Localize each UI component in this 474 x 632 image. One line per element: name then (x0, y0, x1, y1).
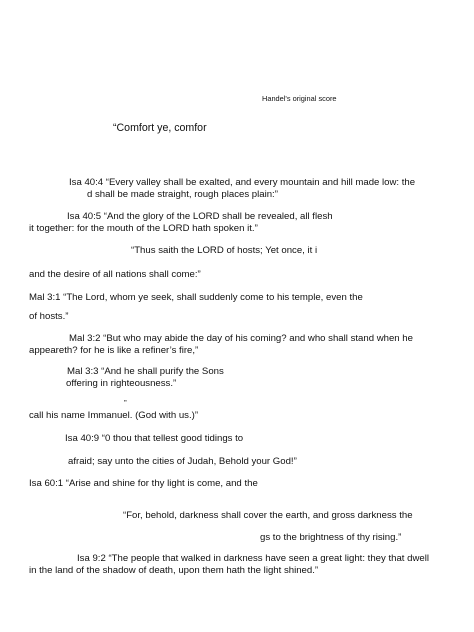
text-line-isa-60-1: Isa 60:1 “Arise and shine for thy light is come, and the (29, 478, 258, 489)
text-line-mal-3-3: Mal 3:3 “And he shall purify the Sons (67, 366, 224, 377)
text-line-isa-40-9: Isa 40:9 “0 thou that tellest good tidings to (65, 433, 244, 444)
text-line-isa-9-2-cont: in the land of the shadow of death, upon them hath the light shined.” (29, 565, 319, 576)
text-line-brightness: gs to the brightness of thy rising.” (260, 532, 402, 543)
text-line-judah: afraid; say unto the cities of Judah, Behold your God!” (68, 456, 297, 467)
text-line-mal-3-1-cont: of hosts.” (29, 311, 69, 322)
text-line-darkness: “For, behold, darkness shall cover the earth, and gross darkness the (123, 510, 413, 521)
text-line-isa-40-4-cont: d shall be made straight, rough places plain:” (87, 189, 278, 200)
text-line-isa-40-4: Isa 40:4 “Every valley shall be exalted, and every mountain and hill made low: the (69, 177, 416, 188)
text-line-immanuel: call his name Immanuel. (God with us.)” (29, 410, 199, 421)
document-header: Handel's original score (262, 94, 337, 103)
text-line-mal-3-2-cont: appeareth? for he is like a refiner’s fire,” (29, 345, 199, 356)
text-line-mal-3-1: Mal 3:1 “The Lord, whom ye seek, shall suddenly come to his temple, even the (29, 292, 363, 303)
text-line-isa-40-5: Isa 40:5 “And the glory of the LORD shall be revealed, all flesh (67, 211, 333, 222)
text-line-mal-3-3-cont: offering in righteousness.” (66, 378, 177, 389)
text-line-isa-40-5-cont: it together: for the mouth of the LORD hath spoken it.” (29, 223, 258, 234)
text-line-mal-3-2: Mal 3:2 “But who may abide the day of his coming? and who shall stand when he (69, 333, 413, 344)
text-line-desire: and the desire of all nations shall come:” (29, 269, 201, 280)
text-line-hosts: “Thus saith the LORD of hosts; Yet once, it i (131, 245, 318, 256)
stray-quote-mark: ” (124, 399, 127, 408)
text-line-isa-9-2: Isa 9:2 “The people that walked in darkness have seen a great light: they that dwell (77, 553, 429, 564)
opening-line: “Comfort ye, comfor (113, 122, 207, 134)
